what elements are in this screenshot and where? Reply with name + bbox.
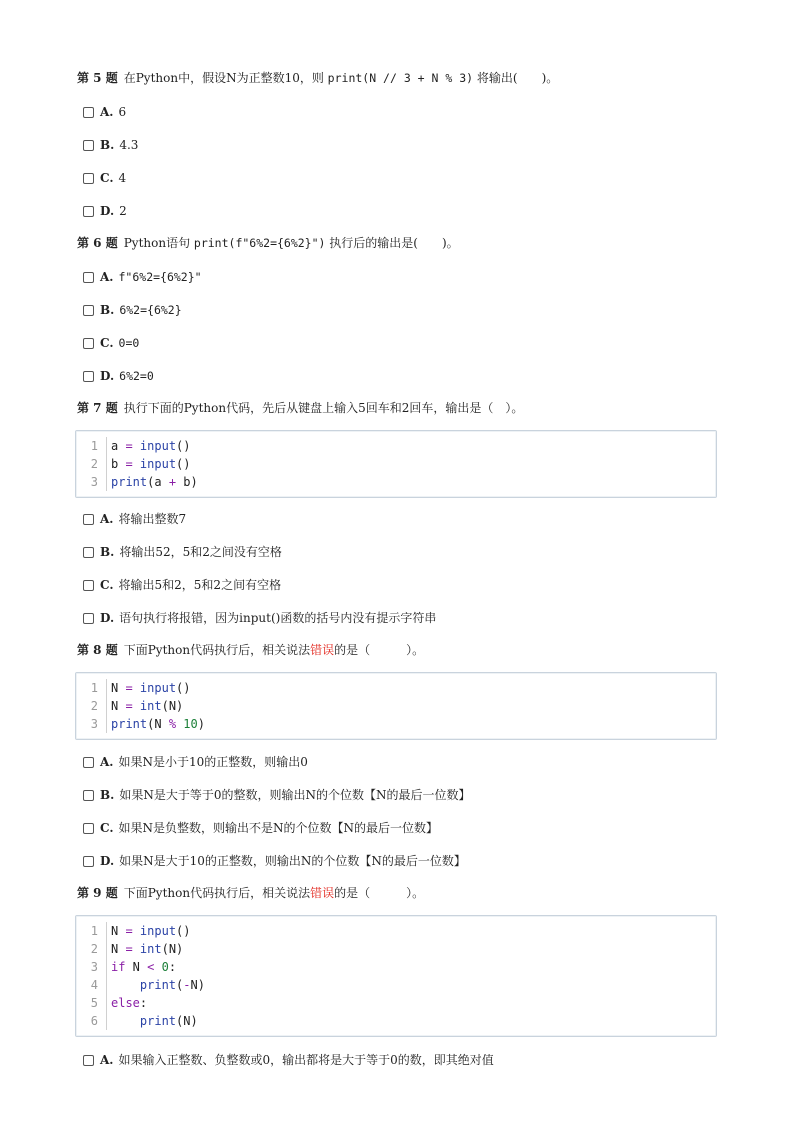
- option-text: 如果N是负整数，则输出不是N的个位数【N的最后一位数】: [118, 821, 439, 835]
- code-block: [75, 915, 717, 1037]
- option-letter: B.: [100, 303, 115, 317]
- option-letter: C.: [100, 578, 114, 592]
- option-row[interactable]: [83, 1052, 494, 1068]
- code-line: [76, 679, 716, 697]
- option-text: 6: [118, 105, 127, 119]
- option-letter: D.: [100, 854, 115, 868]
- option-checkbox[interactable]: [83, 514, 94, 525]
- code-block: [75, 430, 717, 498]
- code-text: N = input(): [111, 681, 191, 695]
- line-number: 2: [76, 455, 107, 473]
- question-9-heading: [77, 885, 424, 901]
- code-line: [76, 940, 716, 958]
- code-text: b = input(): [111, 457, 191, 471]
- line-number: 1: [76, 437, 107, 455]
- option-text: 语句执行将报错，因为input()函数的括号内没有提示字符串: [119, 611, 437, 625]
- line-number: 5: [76, 994, 107, 1012]
- question-text-end: 执行后的输出是( )。: [325, 236, 459, 250]
- option-row[interactable]: [83, 104, 126, 120]
- option-letter: B.: [100, 545, 115, 559]
- option-checkbox[interactable]: [83, 757, 94, 768]
- question-text: Python语句: [123, 236, 194, 250]
- question-number: 第 7 题: [77, 401, 118, 415]
- option-text: 将输出整数7: [118, 512, 187, 526]
- option-checkbox[interactable]: [83, 140, 94, 151]
- option-letter: B.: [100, 788, 115, 802]
- code-line: [76, 473, 716, 491]
- option-checkbox[interactable]: [83, 305, 94, 316]
- option-row[interactable]: [83, 170, 126, 186]
- code-line: [76, 715, 716, 733]
- question-8-heading: [77, 642, 424, 658]
- option-checkbox[interactable]: [83, 206, 94, 217]
- option-checkbox[interactable]: [83, 107, 94, 118]
- option-row[interactable]: [83, 203, 127, 219]
- option-text: 如果N是小于10的正整数，则输出0: [118, 755, 308, 769]
- line-number: 2: [76, 697, 107, 715]
- option-row[interactable]: [83, 544, 282, 560]
- code-block: [75, 672, 717, 740]
- line-number: 3: [76, 715, 107, 733]
- option-text: 如果输入正整数、负整数或0，输出都将是大于等于0的数，即其绝对值: [118, 1053, 494, 1067]
- option-letter: C.: [100, 336, 114, 350]
- option-checkbox[interactable]: [83, 272, 94, 283]
- option-text: 将输出52，5和2之间没有空格: [119, 545, 282, 559]
- option-letter: A.: [100, 755, 114, 769]
- code-text: N = int(N): [111, 942, 184, 956]
- question-text-end: 的是（ ）。: [334, 643, 425, 657]
- option-checkbox[interactable]: [83, 547, 94, 558]
- question-number: 第 6 题: [77, 236, 118, 250]
- code-text: print(a + b): [111, 475, 198, 489]
- option-checkbox[interactable]: [83, 580, 94, 591]
- option-row[interactable]: [83, 269, 202, 285]
- code-text: N = int(N): [111, 699, 184, 713]
- option-text: 4.3: [119, 138, 139, 152]
- option-letter: D.: [100, 369, 115, 383]
- code-line: [76, 958, 716, 976]
- option-row[interactable]: [83, 368, 154, 384]
- code-text: print(N): [139, 1014, 198, 1028]
- question-5-heading: [77, 70, 558, 86]
- option-text: 6%2=0: [119, 369, 154, 383]
- question-text: 在Python中，假设N为正整数10，则: [123, 71, 328, 85]
- question-text: 执行下面的Python代码，先后从键盘上输入5回车和2回车，输出是（ ）。: [123, 401, 524, 415]
- code-line: [76, 437, 716, 455]
- option-row[interactable]: [83, 577, 281, 593]
- option-letter: C.: [100, 821, 114, 835]
- option-row[interactable]: [83, 754, 308, 770]
- option-letter: D.: [100, 204, 115, 218]
- option-text: 2: [119, 204, 127, 218]
- line-number: 3: [76, 473, 107, 491]
- option-row[interactable]: [83, 335, 139, 351]
- highlight-wrong: 错误: [310, 643, 335, 657]
- line-number: 2: [76, 940, 107, 958]
- option-checkbox[interactable]: [83, 338, 94, 349]
- code-text: a = input(): [111, 439, 191, 453]
- code-line: [76, 922, 716, 940]
- inline-code: print(N // 3 + N % 3): [327, 71, 474, 85]
- option-row[interactable]: [83, 820, 438, 836]
- option-text: 如果N是大于10的正整数，则输出N的个位数【N的最后一位数】: [119, 854, 466, 868]
- option-text: 如果N是大于等于0的整数，则输出N的个位数【N的最后一位数】: [119, 788, 471, 802]
- option-text: 4: [118, 171, 127, 185]
- question-text-end: 将输出( )。: [473, 71, 559, 85]
- highlight-wrong: 错误: [310, 886, 335, 900]
- option-text: 0=0: [118, 336, 140, 350]
- question-text-end: 的是（ ）。: [334, 886, 425, 900]
- option-row[interactable]: [83, 610, 436, 626]
- code-line: [76, 455, 716, 473]
- option-letter: A.: [100, 1053, 114, 1067]
- option-checkbox[interactable]: [83, 371, 94, 382]
- code-line: [76, 994, 716, 1012]
- question-text: 下面Python代码执行后，相关说法: [123, 886, 311, 900]
- option-letter: A.: [100, 105, 114, 119]
- line-number: 3: [76, 958, 107, 976]
- code-line: [76, 976, 716, 994]
- question-6-heading: [77, 235, 459, 251]
- option-row[interactable]: [83, 853, 466, 869]
- question-number: 第 9 题: [77, 886, 118, 900]
- option-letter: A.: [100, 270, 114, 284]
- code-text: else:: [111, 996, 148, 1010]
- option-checkbox[interactable]: [83, 790, 94, 801]
- question-number: 第 8 题: [77, 643, 118, 657]
- line-number: 4: [76, 976, 107, 994]
- option-row[interactable]: [83, 511, 186, 527]
- option-letter: C.: [100, 171, 114, 185]
- code-line: [76, 1012, 716, 1030]
- line-number: 1: [76, 679, 107, 697]
- option-text: 6%2={6%2}: [119, 303, 182, 317]
- question-text: 下面Python代码执行后，相关说法: [123, 643, 311, 657]
- option-checkbox[interactable]: [83, 1055, 94, 1066]
- option-checkbox[interactable]: [83, 613, 94, 624]
- code-text: print(-N): [139, 978, 205, 992]
- code-line: [76, 697, 716, 715]
- code-text: N = input(): [111, 924, 191, 938]
- option-checkbox[interactable]: [83, 823, 94, 834]
- line-number: 1: [76, 922, 107, 940]
- option-row[interactable]: [83, 787, 470, 803]
- option-letter: B.: [100, 138, 115, 152]
- option-letter: A.: [100, 512, 114, 526]
- option-row[interactable]: [83, 137, 138, 153]
- question-7-heading: [77, 400, 523, 416]
- option-row[interactable]: [83, 302, 182, 318]
- code-text: print(N % 10): [111, 717, 205, 731]
- option-checkbox[interactable]: [83, 173, 94, 184]
- option-text: 将输出5和2，5和2之间有空格: [118, 578, 282, 592]
- option-letter: D.: [100, 611, 115, 625]
- question-number: 第 5 题: [77, 71, 118, 85]
- option-text: f"6%2={6%2}": [118, 270, 202, 284]
- inline-code: print(f"6%2={6%2}"): [193, 236, 326, 250]
- option-checkbox[interactable]: [83, 856, 94, 867]
- line-number: 6: [76, 1012, 107, 1030]
- code-text: if N < 0:: [111, 960, 177, 974]
